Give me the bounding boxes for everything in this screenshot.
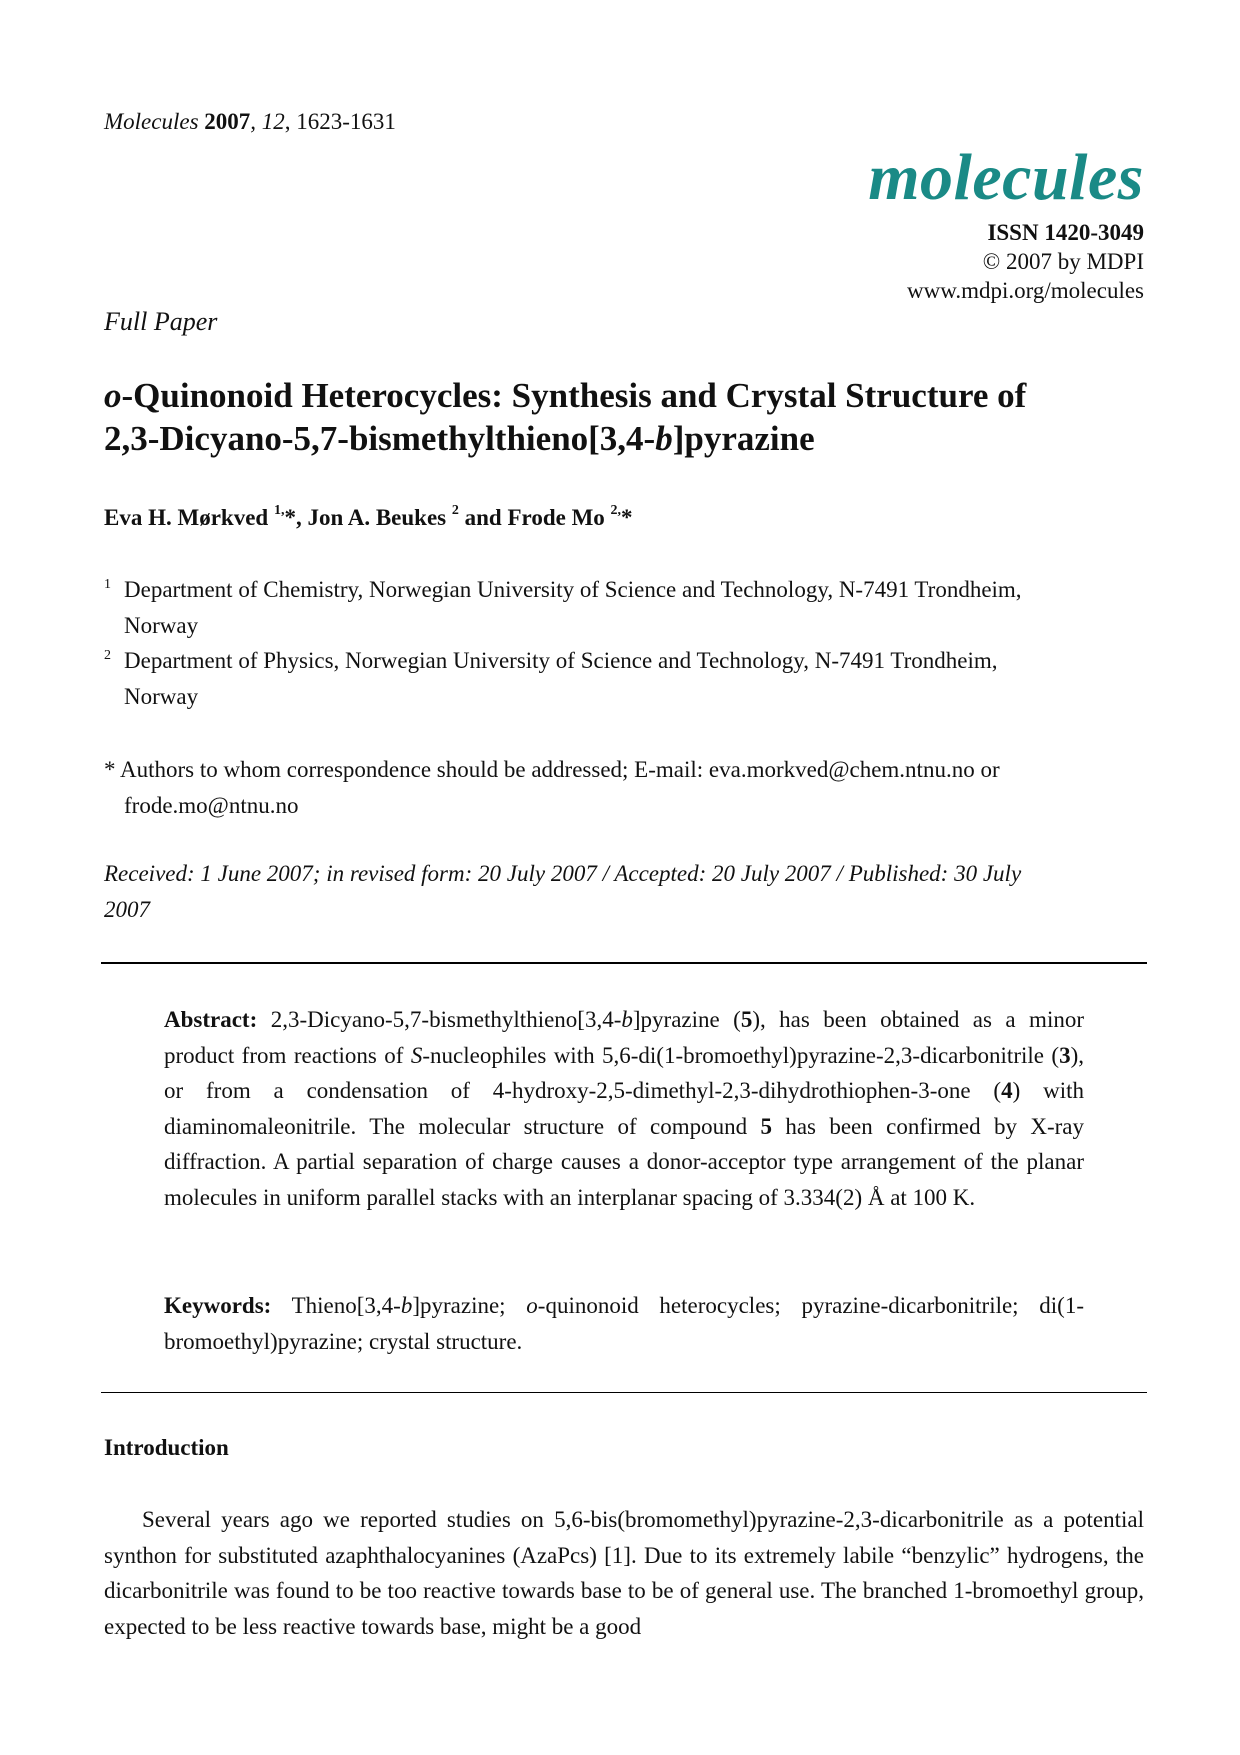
keywords-text: o bbox=[526, 1293, 538, 1318]
keywords bbox=[164, 1288, 1084, 1360]
author-1-affil: 1, bbox=[273, 503, 285, 518]
compound-ref: 4 bbox=[1001, 1078, 1013, 1103]
copyright: © 2007 by MDPI bbox=[982, 249, 1144, 274]
affiliation-number: 2 bbox=[104, 648, 111, 663]
author-3-star: * bbox=[621, 505, 633, 530]
abstract-text: 2,3-Dicyano-5,7-bismethylthieno[3,4- bbox=[257, 1007, 622, 1032]
affiliation-text: Department of Chemistry, Norwegian University of Science and Technology, N-7491 Trondheim, bbox=[124, 577, 1022, 602]
author-list bbox=[104, 503, 633, 533]
journal-volume: 12 bbox=[261, 109, 285, 134]
publication-dates bbox=[104, 856, 1144, 928]
abstract-text: ), or from a condensation of 4-hydroxy-2,5-dimethyl-2,3-dihydrothiophen-3-one ( bbox=[164, 1042, 1084, 1103]
abstract-text: S bbox=[410, 1042, 423, 1068]
abstract-text: -nucleophiles with 5,6-di(1-bromoethyl)pyrazine-2,3-dicarbonitrile ( bbox=[422, 1042, 1060, 1068]
compound-ref: 5 bbox=[740, 1007, 753, 1032]
abstract-text: has been confirmed by X-ray diffraction. A partial separation of charge causes a donor-acceptor type arrangement of the planar molecules in uniform parallel stacks with an interplanar spacing of 3.334(2) Å at 100 K. bbox=[164, 1113, 1084, 1210]
correspondence bbox=[104, 752, 1144, 824]
compound-ref: 3 bbox=[1059, 1042, 1071, 1068]
affiliation-text: Norway bbox=[124, 613, 199, 638]
title-line1: -Quinonoid Heterocycles: Synthesis and Crystal Structure of bbox=[121, 376, 1027, 415]
author-3: and Frode Mo bbox=[458, 505, 611, 530]
journal-year: 2007 bbox=[204, 109, 251, 134]
abstract-text: ), has been obtained as a minor product from reactions of bbox=[164, 1007, 1085, 1068]
publisher-info bbox=[907, 218, 1144, 305]
correspondence-line: * Authors to whom correspondence should be addressed; E-mail: eva.morkved@chem.ntnu.no or bbox=[104, 757, 1000, 782]
paper-type: Full Paper bbox=[104, 307, 218, 336]
keywords-text: b bbox=[400, 1293, 413, 1318]
abstract bbox=[164, 1002, 1084, 1215]
issn: ISSN 1420-3049 bbox=[987, 220, 1144, 245]
journal-logo: molecules bbox=[868, 141, 1144, 214]
journal-url[interactable]: www.mdpi.org/molecules bbox=[907, 278, 1144, 303]
keywords-text: -quinonoid heterocycles; pyrazine-dicarbonitrile; di(1-bromoethyl)pyrazine; crystal structure. bbox=[164, 1293, 1084, 1354]
section-heading: Introduction bbox=[104, 1435, 229, 1460]
affiliation-text: Department of Physics, Norwegian University of Science and Technology, N-7491 Trondheim, bbox=[124, 648, 998, 673]
intro-paragraph: Several years ago we reported studies on 5,6-bis(bromomethyl)pyrazine-2,3-dicarbonitrile as a potential synthon for substituted azaphthalocyanines (AzaPcs) [1]. Due to its extremely labile “benzylic” hydrogens, the dicarbonitrile was found to be too reactive towards base to be of general use. The branched 1-bromoethyl group, expected to be less reactive towards base, might be a good bbox=[104, 1507, 1144, 1639]
dates-line: 2007 bbox=[104, 897, 150, 922]
author-1: Eva H. Mørkved bbox=[104, 505, 274, 530]
affiliation-1 bbox=[104, 572, 1144, 644]
title-line2: 2,3-Dicyano-5,7-bismethylthieno[3,4- bbox=[104, 419, 656, 458]
title-italic-prefix: o bbox=[104, 376, 122, 415]
abstract-text: ]pyrazine ( bbox=[632, 1007, 741, 1032]
abstract-text: ) with diaminomaleonitrile. The molecular structure of compound bbox=[164, 1078, 1084, 1139]
abstract-text: b bbox=[621, 1007, 633, 1032]
affiliation-number: 1 bbox=[104, 577, 111, 592]
journal-pages: , 1623-1631 bbox=[284, 109, 396, 134]
compound-ref: 5 bbox=[760, 1113, 772, 1139]
title-line2-end: ]pyrazine bbox=[672, 419, 815, 458]
journal-citation: Molecules 2007, 12, 1623-1631 bbox=[104, 109, 396, 134]
title-line2-italic: b bbox=[655, 419, 673, 458]
journal-name: Molecules bbox=[104, 109, 199, 134]
author-3-affil: 2, bbox=[610, 503, 622, 518]
dates-line: Received: 1 June 2007; in revised form: 20 July 2007 / Accepted: 20 July 2007 / Published: 30 July bbox=[104, 861, 1022, 886]
bottom-divider bbox=[101, 1392, 1147, 1393]
abstract-label: Abstract: bbox=[164, 1007, 258, 1032]
affiliation-text: Norway bbox=[124, 684, 199, 709]
keywords-text: Thieno[3,4- bbox=[271, 1293, 401, 1318]
correspondence-email[interactable]: frode.mo@ntnu.no bbox=[124, 793, 299, 818]
paper-title bbox=[104, 374, 1144, 460]
top-divider bbox=[101, 962, 1147, 964]
keywords-text: ]pyrazine; bbox=[412, 1293, 527, 1318]
author-2: *, Jon A. Beukes bbox=[284, 505, 452, 530]
keywords-label: Keywords: bbox=[164, 1293, 272, 1318]
affiliation-2 bbox=[104, 643, 1144, 715]
author-2-affil: 2 bbox=[451, 503, 459, 518]
